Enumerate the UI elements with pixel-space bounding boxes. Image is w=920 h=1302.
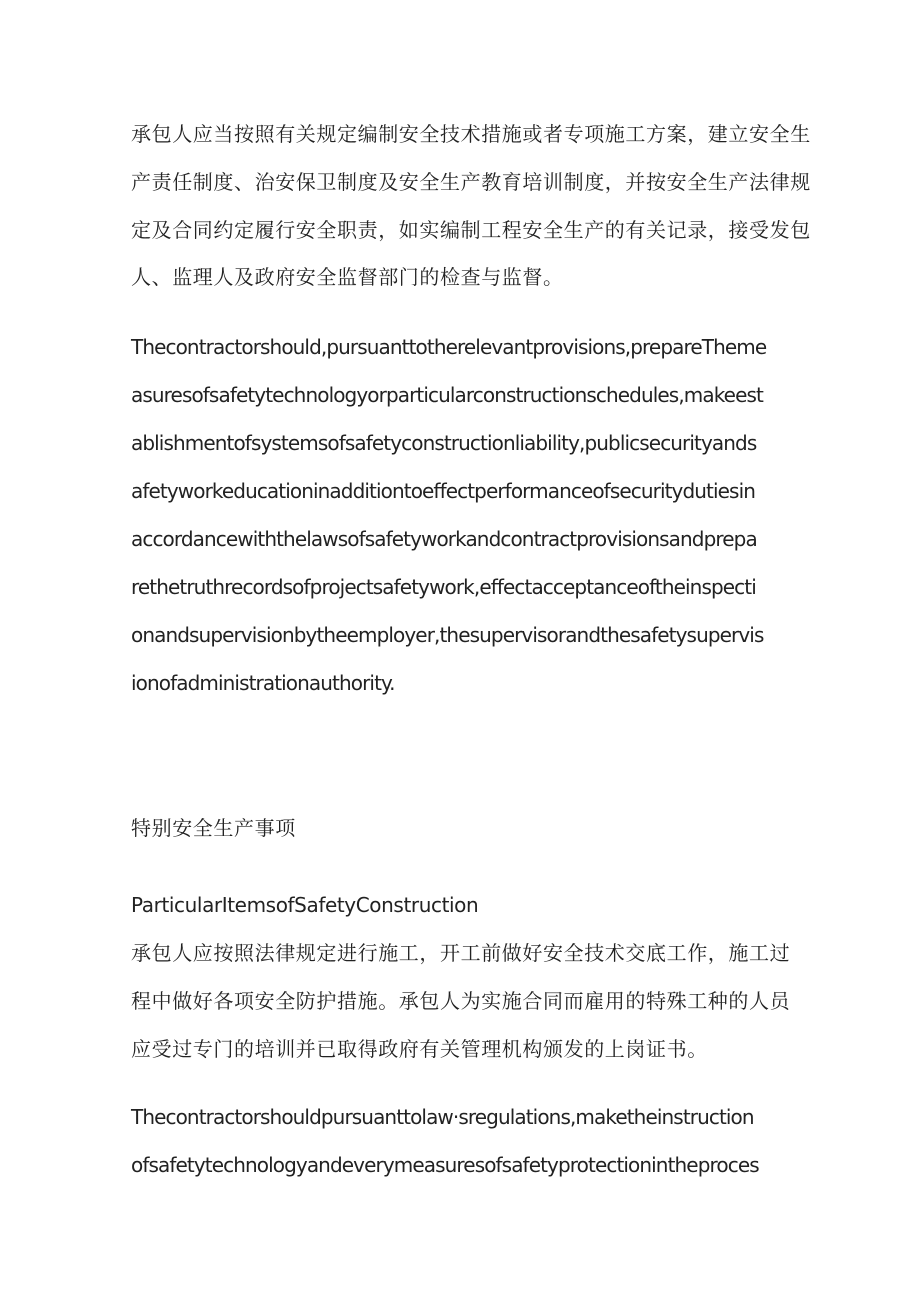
paragraph1-en-line-8: ionofadministrationauthority.: [131, 671, 395, 695]
paragraph1-en-line-2: asuresofsafetytechnologyorparticularconstructionschedules,makeest: [131, 383, 763, 407]
paragraph1-zh-line-2: 产责任制度、治安保卫制度及安全生产教育培训制度，并按安全生产法律规: [131, 170, 811, 194]
section-title-zh: 特别安全生产事项: [131, 816, 296, 840]
paragraph2-zh-line-3: 应受过专门的培训并已取得政府有关管理机构颁发的上岗证书。: [131, 1037, 708, 1061]
paragraph1-zh-line-1: 承包人应当按照有关规定编制安全技术措施或者专项施工方案，建立安全生: [131, 122, 811, 146]
paragraph2-zh-line-2: 程中做好各项安全防护措施。承包人为实施合同而雇用的特殊工种的人员: [131, 989, 791, 1013]
paragraph1-en-line-3: ablishmentofsystemsofsafetyconstructionliability,publicsecurityands: [131, 431, 757, 455]
paragraph1-en-line-4: afetyworkeducationinadditiontoeffectperformanceofsecuritydutiesin: [131, 479, 756, 503]
paragraph2-zh-line-1: 承包人应按照法律规定进行施工，开工前做好安全技术交底工作，施工过: [131, 941, 791, 965]
paragraph2-en-line-2: ofsafetytechnologyandeverymeasuresofsafetyprotectionintheproces: [131, 1153, 759, 1177]
paragraph1-en-line-6: rethetruthrecordsofprojectsafetywork,effectacceptanceoftheinspecti: [131, 575, 756, 599]
paragraph2-en-line-1: Thecontractorshouldpursuanttolaw·sregulations,maketheinstruction: [131, 1105, 754, 1129]
paragraph1-en-line-5: accordancewiththelawsofsafetyworkandcontractprovisionsandprepa: [131, 527, 757, 551]
section-title-en: ParticularItemsofSafetyConstruction: [131, 893, 479, 917]
paragraph1-en-line-7: onandsupervisionbytheemployer,thesupervisorandthesafetysupervis: [131, 623, 764, 647]
paragraph1-en-line-1: Thecontractorshould,pursuanttotherelevantprovisions,prepareTheme: [131, 335, 767, 359]
paragraph1-zh-line-3: 定及合同约定履行安全职责，如实编制工程安全生产的有关记录，接受发包: [131, 218, 811, 242]
paragraph1-zh-line-4: 人、监理人及政府安全监督部门的检查与监督。: [131, 265, 564, 289]
